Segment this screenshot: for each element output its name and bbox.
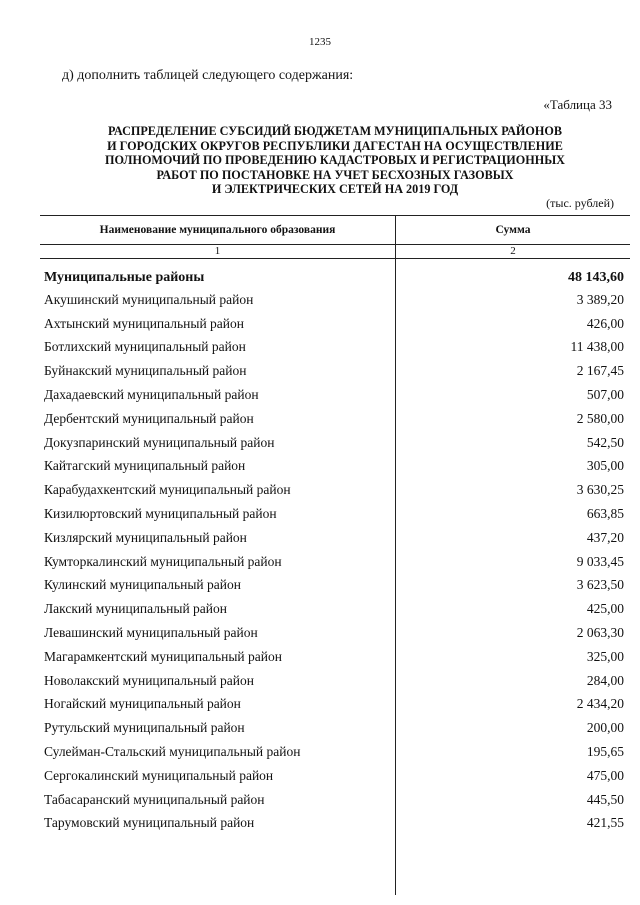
district-name: Ахтынский муниципальный район — [44, 315, 244, 331]
district-name: Тарумовский муниципальный район — [44, 815, 255, 831]
district-name: Ногайский муниципальный район — [44, 696, 241, 712]
table-row — [44, 482, 624, 506]
district-amount: 195,65 — [586, 744, 624, 759]
table-row — [44, 292, 624, 316]
table-row — [44, 792, 624, 816]
table-top-border — [40, 215, 630, 216]
district-amount: 475,00 — [586, 767, 624, 783]
column-index-2: 2 — [510, 245, 516, 257]
district-name: Кизлярский муниципальный район — [44, 529, 247, 545]
district-name: Лакский муниципальный район — [44, 601, 228, 617]
page-number: 1235 — [309, 36, 331, 48]
index-divider — [40, 258, 630, 259]
district-name: Сулейман-Стальский муниципальный район — [44, 744, 301, 759]
district-name: Буйнакский муниципальный район — [44, 363, 247, 379]
table-row — [44, 554, 624, 578]
column-header-sum: Сумма — [495, 224, 531, 236]
district-amount: 542,50 — [586, 434, 624, 450]
table-row — [44, 458, 624, 482]
table-row — [44, 744, 624, 768]
district-amount: 200,00 — [586, 720, 624, 736]
table-row — [44, 768, 624, 792]
title-line: РАСПРЕДЕЛЕНИЕ СУБСИДИЙ БЮДЖЕТАМ МУНИЦИПАЛЬНЫХ РАЙОНОВ — [108, 124, 562, 138]
table-row — [44, 649, 624, 673]
district-amount: 421,55 — [586, 815, 624, 831]
table-row — [44, 673, 624, 697]
table-row — [44, 530, 624, 554]
title-line: И ЭЛЕКТРИЧЕСКИХ СЕТЕЙ НА 2019 ГОД — [211, 182, 459, 197]
district-name: Муниципальные районы — [44, 270, 205, 285]
district-name: Новолакский муниципальный район — [44, 672, 254, 688]
table-row — [44, 411, 624, 435]
district-name: Магарамкентский муниципальный район — [44, 648, 282, 664]
units-label: (тыс. рублей) — [546, 196, 614, 210]
district-amount: 2 063,30 — [576, 625, 624, 640]
table-row — [44, 601, 624, 625]
district-amount: 3 630,25 — [576, 482, 624, 498]
table-row-total — [44, 270, 624, 294]
district-name: Сергокалинский муниципальный район — [44, 767, 274, 783]
district-amount: 2 580,00 — [576, 410, 624, 426]
table-row — [44, 435, 624, 459]
district-amount: 284,00 — [586, 672, 624, 688]
table-label: «Таблица 33 — [543, 97, 612, 112]
district-name: Кулинский муниципальный район — [44, 577, 241, 593]
table-title — [40, 124, 630, 197]
district-amount: 11 438,00 — [570, 339, 624, 355]
district-name: Левашинский муниципальный район — [44, 625, 258, 640]
district-amount: 437,20 — [586, 529, 624, 545]
table-row — [44, 387, 624, 411]
column-header-name: Наименование муниципального образования — [99, 224, 336, 236]
table-row — [44, 316, 624, 340]
district-amount: 3 623,50 — [576, 577, 624, 593]
district-name: Докузпаринский муниципальный район — [44, 434, 275, 450]
district-name: Рутульский муниципальный район — [44, 720, 245, 736]
title-line: ПОЛНОМОЧИЙ ПО ПРОВЕДЕНИЮ КАДАСТРОВЫХ И РЕГИСТРАЦИОННЫХ — [105, 153, 565, 168]
table-row — [44, 815, 624, 839]
title-line: И ГОРОДСКИХ ОКРУГОВ РЕСПУБЛИКИ ДАГЕСТАН НА ОСУЩЕСТВЛЕНИЕ — [107, 138, 563, 153]
table-row — [44, 625, 624, 649]
district-name: Кайтагский муниципальный район — [44, 458, 246, 474]
district-amount: 507,00 — [586, 387, 624, 402]
district-amount: 425,00 — [586, 601, 624, 617]
table-row — [44, 506, 624, 530]
district-name: Кизилюртовский муниципальный район — [44, 506, 277, 521]
district-amount: 2 167,45 — [576, 363, 624, 379]
table-row — [44, 720, 624, 744]
district-name: Дербентский муниципальный район — [44, 410, 254, 426]
table-row — [44, 696, 624, 720]
district-name: Дахадаевский муниципальный район — [44, 387, 259, 402]
district-amount: 9 033,45 — [576, 553, 624, 569]
district-amount: 325,00 — [586, 648, 624, 664]
district-amount: 48 143,60 — [568, 270, 624, 285]
district-amount: 445,50 — [586, 791, 624, 807]
district-name: Акушинский муниципальный район — [44, 291, 254, 307]
district-amount: 3 389,20 — [576, 291, 624, 307]
district-amount: 663,85 — [586, 506, 624, 521]
district-name: Ботлихский муниципальный район — [44, 339, 246, 355]
district-amount: 305,00 — [586, 458, 624, 474]
district-amount: 426,00 — [586, 315, 624, 331]
district-amount: 2 434,20 — [576, 696, 624, 712]
district-name: Табасаранский муниципальный район — [44, 791, 265, 807]
column-index-1: 1 — [214, 245, 221, 257]
table-row — [44, 363, 624, 387]
table-row — [44, 577, 624, 601]
title-line: РАБОТ ПО ПОСТАНОВКЕ НА УЧЕТ БЕСХОЗНЫХ ГАЗОВЫХ — [156, 167, 514, 182]
district-name: Кумторкалинский муниципальный район — [44, 553, 282, 569]
district-name: Карабудахкентский муниципальный район — [44, 482, 291, 498]
intro-text: д) дополнить таблицей следующего содержания: — [62, 68, 354, 83]
table-row — [44, 339, 624, 363]
